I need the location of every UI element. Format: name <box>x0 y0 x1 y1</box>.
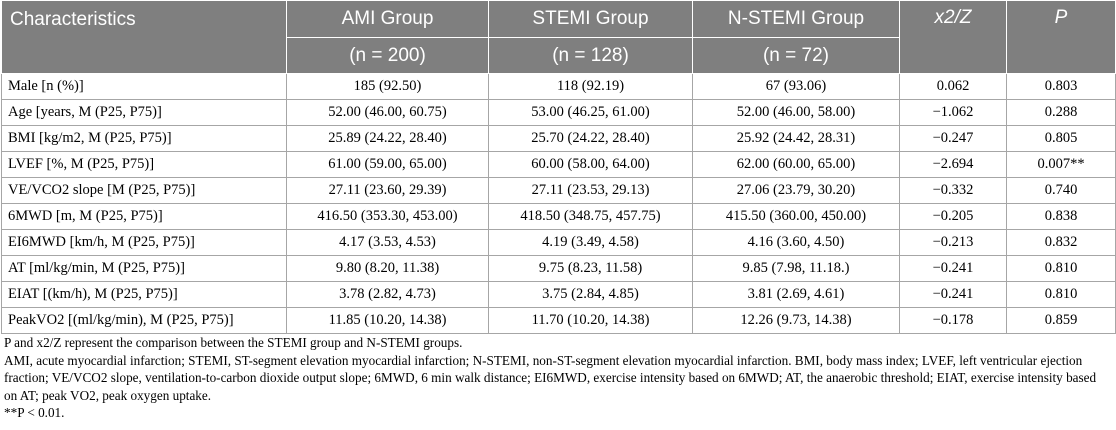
p-value: 0.740 <box>1007 178 1116 204</box>
row-label: EIAT [(km/h), M (P25, P75)] <box>2 282 287 308</box>
stemi-group-header: STEMI Group <box>489 1 693 38</box>
stemi-value: 60.00 (58.00, 64.00) <box>489 152 693 178</box>
row-label: VE/VCO2 slope [M (P25, P75)] <box>2 178 287 204</box>
nstemi-value: 415.50 (360.00, 450.00) <box>693 204 900 230</box>
stemi-n-header: (n = 128) <box>489 38 693 74</box>
stemi-value: 25.70 (24.22, 28.40) <box>489 126 693 152</box>
nstemi-value: 25.92 (24.42, 28.31) <box>693 126 900 152</box>
stemi-value: 3.75 (2.84, 4.85) <box>489 282 693 308</box>
table-row <box>2 74 1116 100</box>
table-row <box>2 282 1116 308</box>
table-row <box>2 126 1116 152</box>
row-label: EI6MWD [km/h, M (P25, P75)] <box>2 230 287 256</box>
stat-header: x2/Z <box>900 1 1007 74</box>
table-row <box>2 178 1116 204</box>
stat-value: −1.062 <box>900 100 1007 126</box>
footnote-comparison: P and x2/Z represent the comparison between the STEMI group and N-STEMI groups. <box>4 335 463 350</box>
table-row <box>2 308 1116 334</box>
p-value: 0.832 <box>1007 230 1116 256</box>
nstemi-value: 9.85 (7.98, 11.18.) <box>693 256 900 282</box>
characteristics-table <box>1 0 1116 334</box>
row-label: PeakVO2 [(ml/kg/min), M (P25, P75)] <box>2 308 287 334</box>
table-body <box>2 74 1116 334</box>
ami-n-header: (n = 200) <box>287 38 489 74</box>
stemi-value: 9.75 (8.23, 11.58) <box>489 256 693 282</box>
ami-value: 3.78 (2.82, 4.73) <box>287 282 489 308</box>
header-row <box>2 1 1116 38</box>
p-value: 0.007** <box>1007 152 1116 178</box>
nstemi-value: 27.06 (23.79, 30.20) <box>693 178 900 204</box>
characteristics-header: Characteristics <box>2 1 287 74</box>
nstemi-group-header: N-STEMI Group <box>693 1 900 38</box>
p-value: 0.288 <box>1007 100 1116 126</box>
table-row <box>2 100 1116 126</box>
stat-value: −0.178 <box>900 308 1007 334</box>
row-label: BMI [kg/m2, M (P25, P75)] <box>2 126 287 152</box>
table-row <box>2 256 1116 282</box>
nstemi-n-header: (n = 72) <box>693 38 900 74</box>
p-header: P <box>1007 1 1116 74</box>
stat-value: 0.062 <box>900 74 1007 100</box>
p-value: 0.803 <box>1007 74 1116 100</box>
stemi-value: 53.00 (46.25, 61.00) <box>489 100 693 126</box>
row-label: Age [years, M (P25, P75)] <box>2 100 287 126</box>
stemi-value: 27.11 (23.53, 29.13) <box>489 178 693 204</box>
ami-value: 11.85 (10.20, 14.38) <box>287 308 489 334</box>
ami-value: 52.00 (46.00, 60.75) <box>287 100 489 126</box>
stat-value: −0.241 <box>900 256 1007 282</box>
stat-value: −0.205 <box>900 204 1007 230</box>
stemi-value: 418.50 (348.75, 457.75) <box>489 204 693 230</box>
row-label: 6MWD [m, M (P25, P75)] <box>2 204 287 230</box>
footnote-significance: **P < 0.01. <box>4 405 65 420</box>
table-row <box>2 152 1116 178</box>
ami-value: 185 (92.50) <box>287 74 489 100</box>
ami-value: 9.80 (8.20, 11.38) <box>287 256 489 282</box>
row-label: AT [ml/kg/min, M (P25, P75)] <box>2 256 287 282</box>
stat-value: −2.694 <box>900 152 1007 178</box>
ami-value: 4.17 (3.53, 4.53) <box>287 230 489 256</box>
stat-value: −0.241 <box>900 282 1007 308</box>
ami-value: 25.89 (24.22, 28.40) <box>287 126 489 152</box>
p-value: 0.805 <box>1007 126 1116 152</box>
row-label: LVEF [%, M (P25, P75)] <box>2 152 287 178</box>
stemi-value: 118 (92.19) <box>489 74 693 100</box>
ami-value: 416.50 (353.30, 453.00) <box>287 204 489 230</box>
ami-value: 27.11 (23.60, 29.39) <box>287 178 489 204</box>
stat-value: −0.332 <box>900 178 1007 204</box>
table-footnotes <box>4 334 1112 422</box>
stemi-value: 11.70 (10.20, 14.38) <box>489 308 693 334</box>
nstemi-value: 52.00 (46.00, 58.00) <box>693 100 900 126</box>
p-value: 0.838 <box>1007 204 1116 230</box>
nstemi-value: 67 (93.06) <box>693 74 900 100</box>
stat-value: −0.213 <box>900 230 1007 256</box>
ami-group-header: AMI Group <box>287 1 489 38</box>
p-value: 0.859 <box>1007 308 1116 334</box>
footnote-abbreviations: AMI, acute myocardial infarction; STEMI, ST-segment elevation myocardial infarction; N-STEMI, non-ST-segment elevation myocardial infarction. BMI, body mass index; LVEF, left ventricular ejection fraction; VE/VCO2 slope, ventilation-to-carbon dioxide output slope; 6MWD, 6 min walk distance; EI6MWD, exercise intensity based on 6MWD; AT, the anaerobic threshold; EIAT, exercise intensity based on AT; peak VO2, peak oxygen uptake. <box>4 352 1097 403</box>
p-value: 0.810 <box>1007 256 1116 282</box>
row-label: Male [n (%)] <box>2 74 287 100</box>
nstemi-value: 4.16 (3.60, 4.50) <box>693 230 900 256</box>
nstemi-value: 3.81 (2.69, 4.61) <box>693 282 900 308</box>
nstemi-value: 62.00 (60.00, 65.00) <box>693 152 900 178</box>
table-row <box>2 204 1116 230</box>
p-value: 0.810 <box>1007 282 1116 308</box>
ami-value: 61.00 (59.00, 65.00) <box>287 152 489 178</box>
table-row <box>2 230 1116 256</box>
nstemi-value: 12.26 (9.73, 14.38) <box>693 308 900 334</box>
stemi-value: 4.19 (3.49, 4.58) <box>489 230 693 256</box>
stat-value: −0.247 <box>900 126 1007 152</box>
